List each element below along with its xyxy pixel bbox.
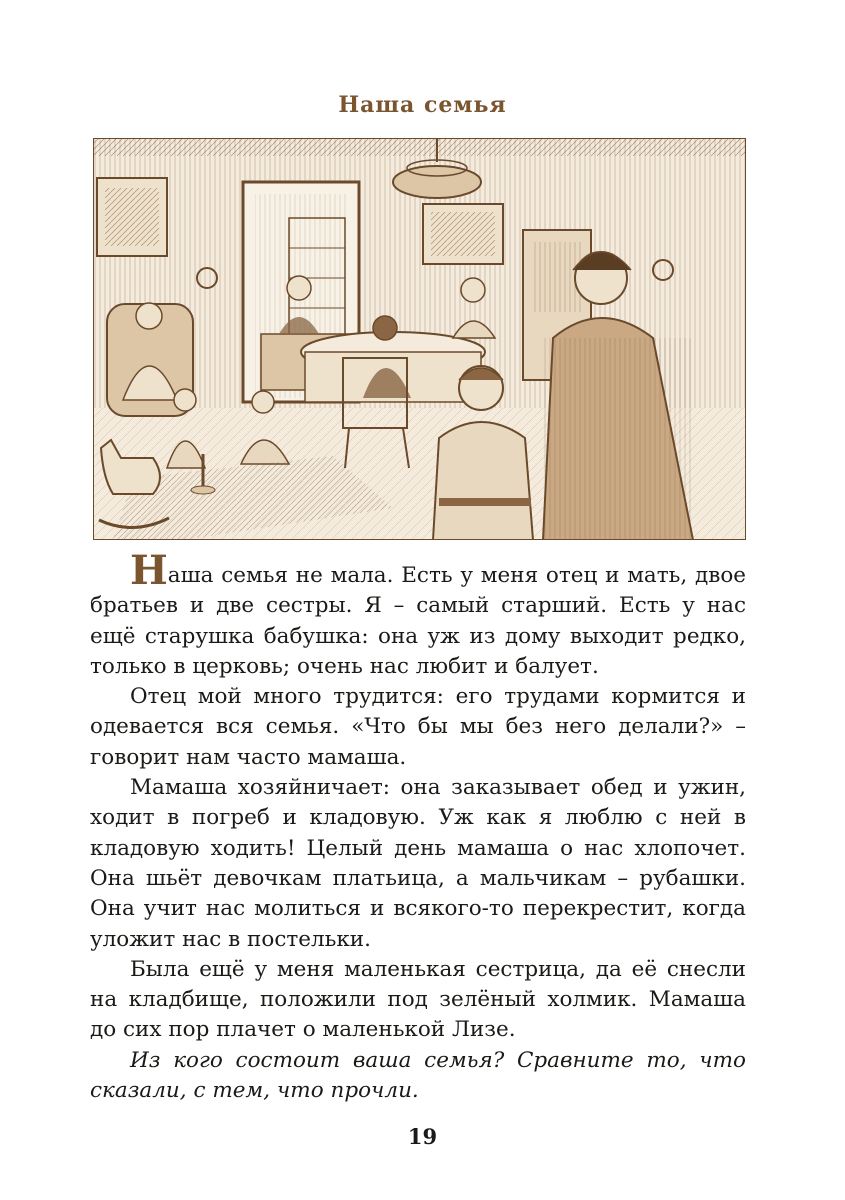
paragraph-3: Мамаша хозяйничает: она заказывает обед и ужин, ходит в погреб и кладовую. Уж как я люблю с ней в кладовую ходить! Целый день мамаша о нас хлопочет. Она шьёт девочкам платьица, а мальчикам – рубашки. Она учит нас молиться и всякого-то перекрестит, когда уложит нас в постельки. <box>90 775 746 952</box>
exercise-question: Из кого состоит ваша семья? Сравните то, что сказали, с тем, что прочли. <box>90 1047 746 1104</box>
page-title: Наша семья <box>338 92 507 118</box>
drop-cap: Н <box>130 547 168 594</box>
family-interior-illustration <box>93 138 746 540</box>
paragraph-1-text: аша семья не мала. Есть у меня отец и мать, двое братьев и две сестры. Я – самый старший. Есть у нас ещё старушка бабушка: она уж из дому выходит редко, только в церковь; очень нас любит и балует. <box>90 563 746 679</box>
paragraph-1 <box>90 547 746 682</box>
story-text <box>90 547 746 1106</box>
paragraph-4: Была ещё у меня маленькая сестрица, да её снесли на кладбище, положили под зелёный холмик. Мамаша до сих пор плачет о маленькой Лизе. <box>90 956 746 1043</box>
page-number: 19 <box>407 1124 438 1149</box>
paragraph-2: Отец мой много трудится: его трудами кормится и одевается вся семья. «Что бы мы без него делали?» – говорит нам часто мамаша. <box>90 684 746 770</box>
